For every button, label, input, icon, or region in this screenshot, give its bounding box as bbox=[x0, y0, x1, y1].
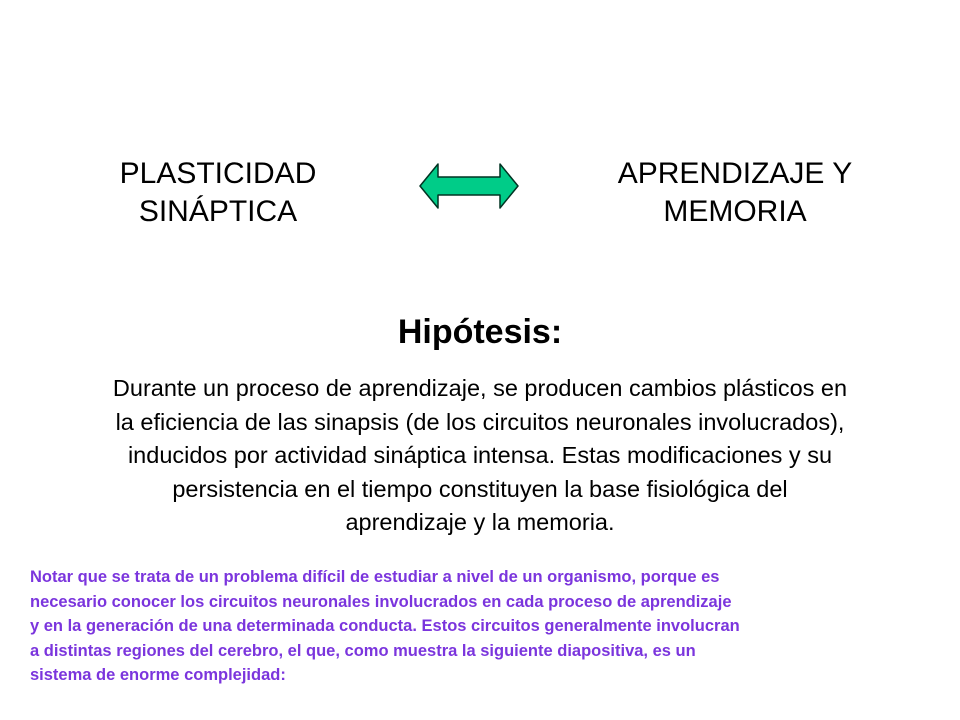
hypothesis-paragraph bbox=[40, 372, 920, 540]
note-line: y en la generación de una determinada conducta. Estos circuitos generalmente involucran bbox=[30, 617, 740, 635]
hypothesis-line: Durante un proceso de aprendizaje, se producen cambios plásticos en bbox=[112, 375, 848, 401]
concept-plasticidad-sinaptica bbox=[88, 155, 348, 231]
double-arrow-icon bbox=[418, 160, 520, 212]
note-line: necesario conocer los circuitos neuronales involucrados en cada proceso de aprendizaje bbox=[30, 592, 732, 611]
double-arrow-shape bbox=[420, 164, 518, 208]
note-line: sistema de enorme complejidad: bbox=[30, 666, 286, 684]
concept-right-line-1: APRENDIZAJE Y bbox=[617, 157, 853, 190]
concept-right-line-2: MEMORIA bbox=[663, 195, 807, 228]
concept-aprendizaje-memoria bbox=[580, 155, 890, 231]
concept-left-line-2: SINÁPTICA bbox=[138, 195, 298, 228]
note-paragraph bbox=[30, 565, 950, 688]
concept-left-line-1: PLASTICIDAD bbox=[119, 157, 317, 190]
note-line: a distintas regiones del cerebro, el que, como muestra la siguiente diapositiva, es un bbox=[30, 641, 696, 660]
note-line: Notar que se trata de un problema difícil de estudiar a nivel de un organismo, porque es bbox=[30, 568, 720, 586]
hypothesis-line: persistencia en el tiempo constituyen la base fisiológica del bbox=[172, 475, 788, 502]
hypothesis-line: inducidos por actividad sináptica intensa. Estas modificaciones y su bbox=[127, 442, 833, 468]
hypothesis-line: aprendizaje y la memoria. bbox=[345, 509, 615, 535]
slide-title: Hipótesis: bbox=[397, 313, 563, 351]
hypothesis-line: la eficiencia de las sinapsis (de los circuitos neuronales involucrados), bbox=[115, 408, 845, 435]
